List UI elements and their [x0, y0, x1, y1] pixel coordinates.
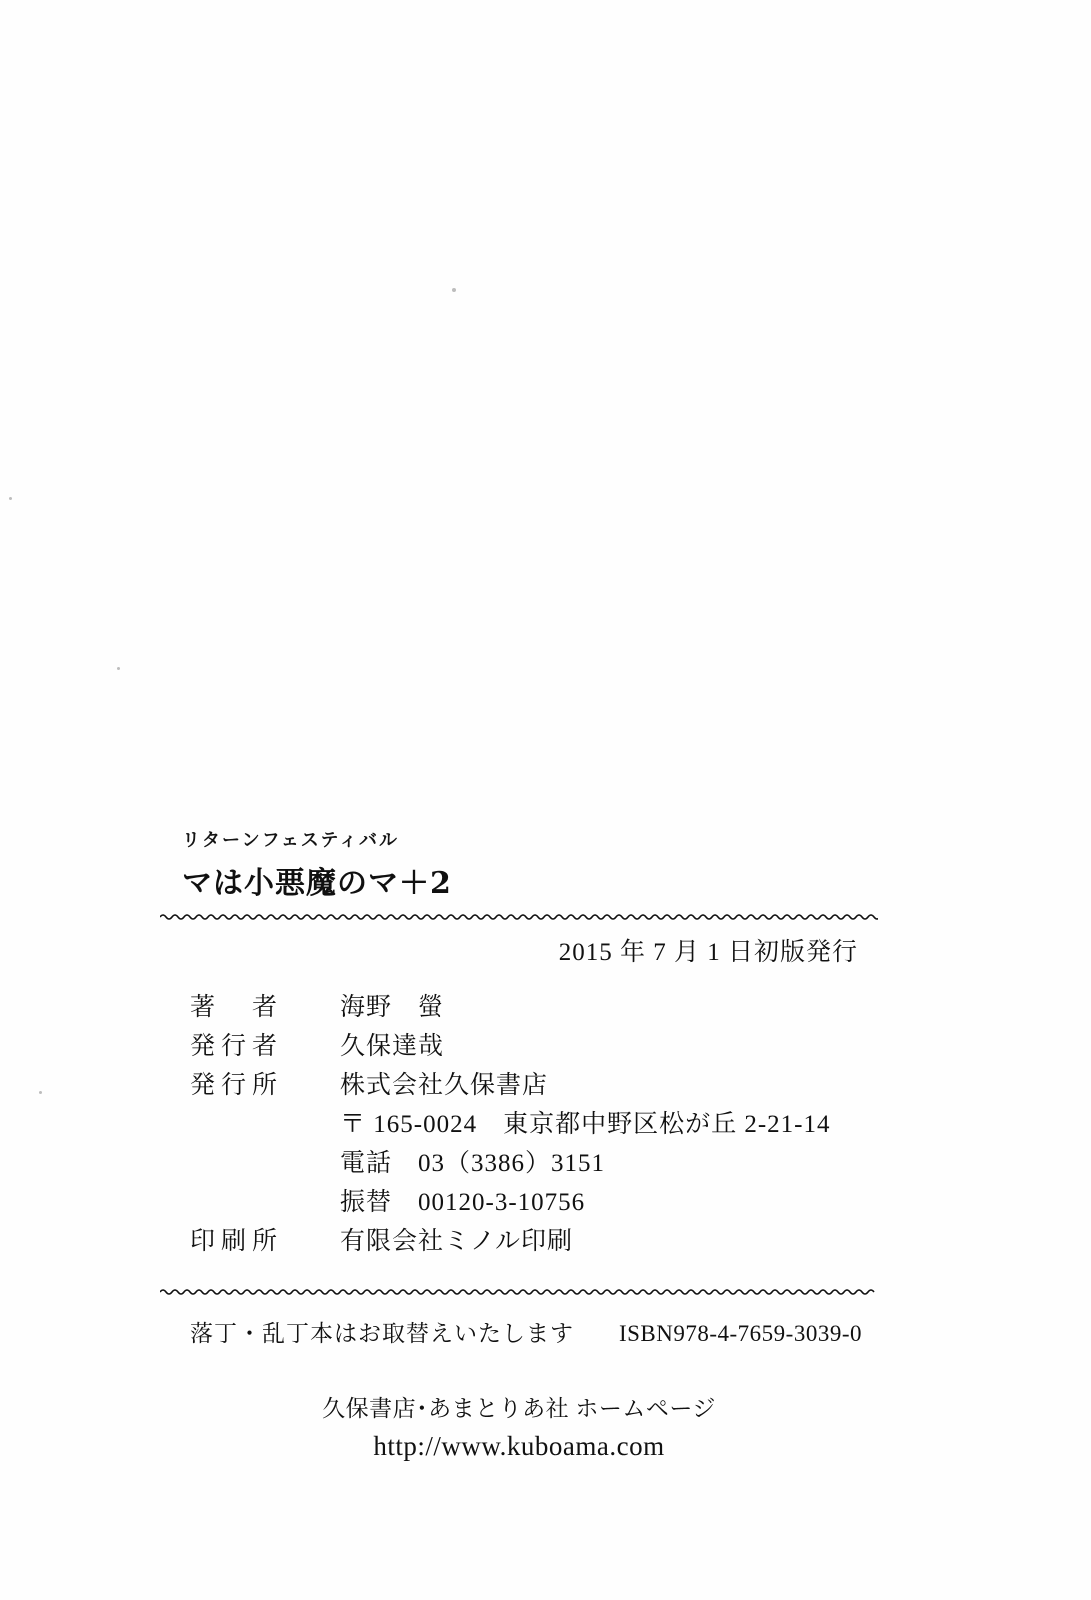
credits-row	[190, 1105, 830, 1144]
credits-label: 印刷所	[190, 1228, 284, 1255]
credits-label: 著 者	[190, 994, 284, 1021]
credits-value: 振替 00120-3-10756	[340, 1189, 586, 1216]
homepage-label: 久保書店･あまとりあ社 ホームページ	[322, 1396, 716, 1421]
series-label: リターンフェスティバル	[182, 830, 399, 851]
credits-table	[190, 988, 830, 1261]
notice-row	[190, 1315, 862, 1348]
credits-value: 〒 165-0024 東京都中野区松が丘 2-21-14	[340, 1111, 831, 1138]
credits-label	[190, 1105, 340, 1144]
wave-divider-bottom	[160, 1287, 878, 1297]
credits-value: 株式会社久保書店	[340, 1072, 549, 1099]
defect-notice: 落丁・乱丁本はお取替えいたします	[190, 1321, 574, 1346]
credits-row	[190, 1222, 830, 1261]
paper-speck	[117, 667, 120, 670]
credits-row	[190, 1144, 830, 1183]
paper-speck	[9, 497, 12, 500]
publisher-footer	[160, 1390, 878, 1462]
credits-label: 発行所	[190, 1072, 284, 1099]
credits-label	[190, 1144, 340, 1183]
wave-divider-top	[160, 912, 878, 922]
credits-value: 久保達哉	[340, 1033, 445, 1060]
colophon-block	[160, 826, 900, 1462]
book-title: マは小悪魔のマ＋2	[182, 866, 452, 901]
credits-row	[190, 1066, 830, 1105]
publication-date: 2015 年 7 月 1 日初版発行	[558, 939, 858, 966]
credits-value: 海野 螢	[340, 994, 445, 1021]
paper-speck	[39, 1091, 42, 1094]
credits-row	[190, 1183, 830, 1222]
homepage-url[interactable]: http://www.kuboama.com	[373, 1431, 665, 1461]
isbn-code: ISBN978-4-7659-3039-0	[618, 1321, 862, 1346]
credits-value: 電話 03（3386）3151	[340, 1150, 606, 1177]
credits-label	[190, 1183, 340, 1222]
credits-row	[190, 1027, 830, 1066]
paper-speck	[452, 288, 456, 292]
credits-value: 有限会社ミノル印刷	[340, 1228, 574, 1255]
credits-label: 発行者	[190, 1033, 284, 1060]
credits-row	[190, 988, 830, 1027]
